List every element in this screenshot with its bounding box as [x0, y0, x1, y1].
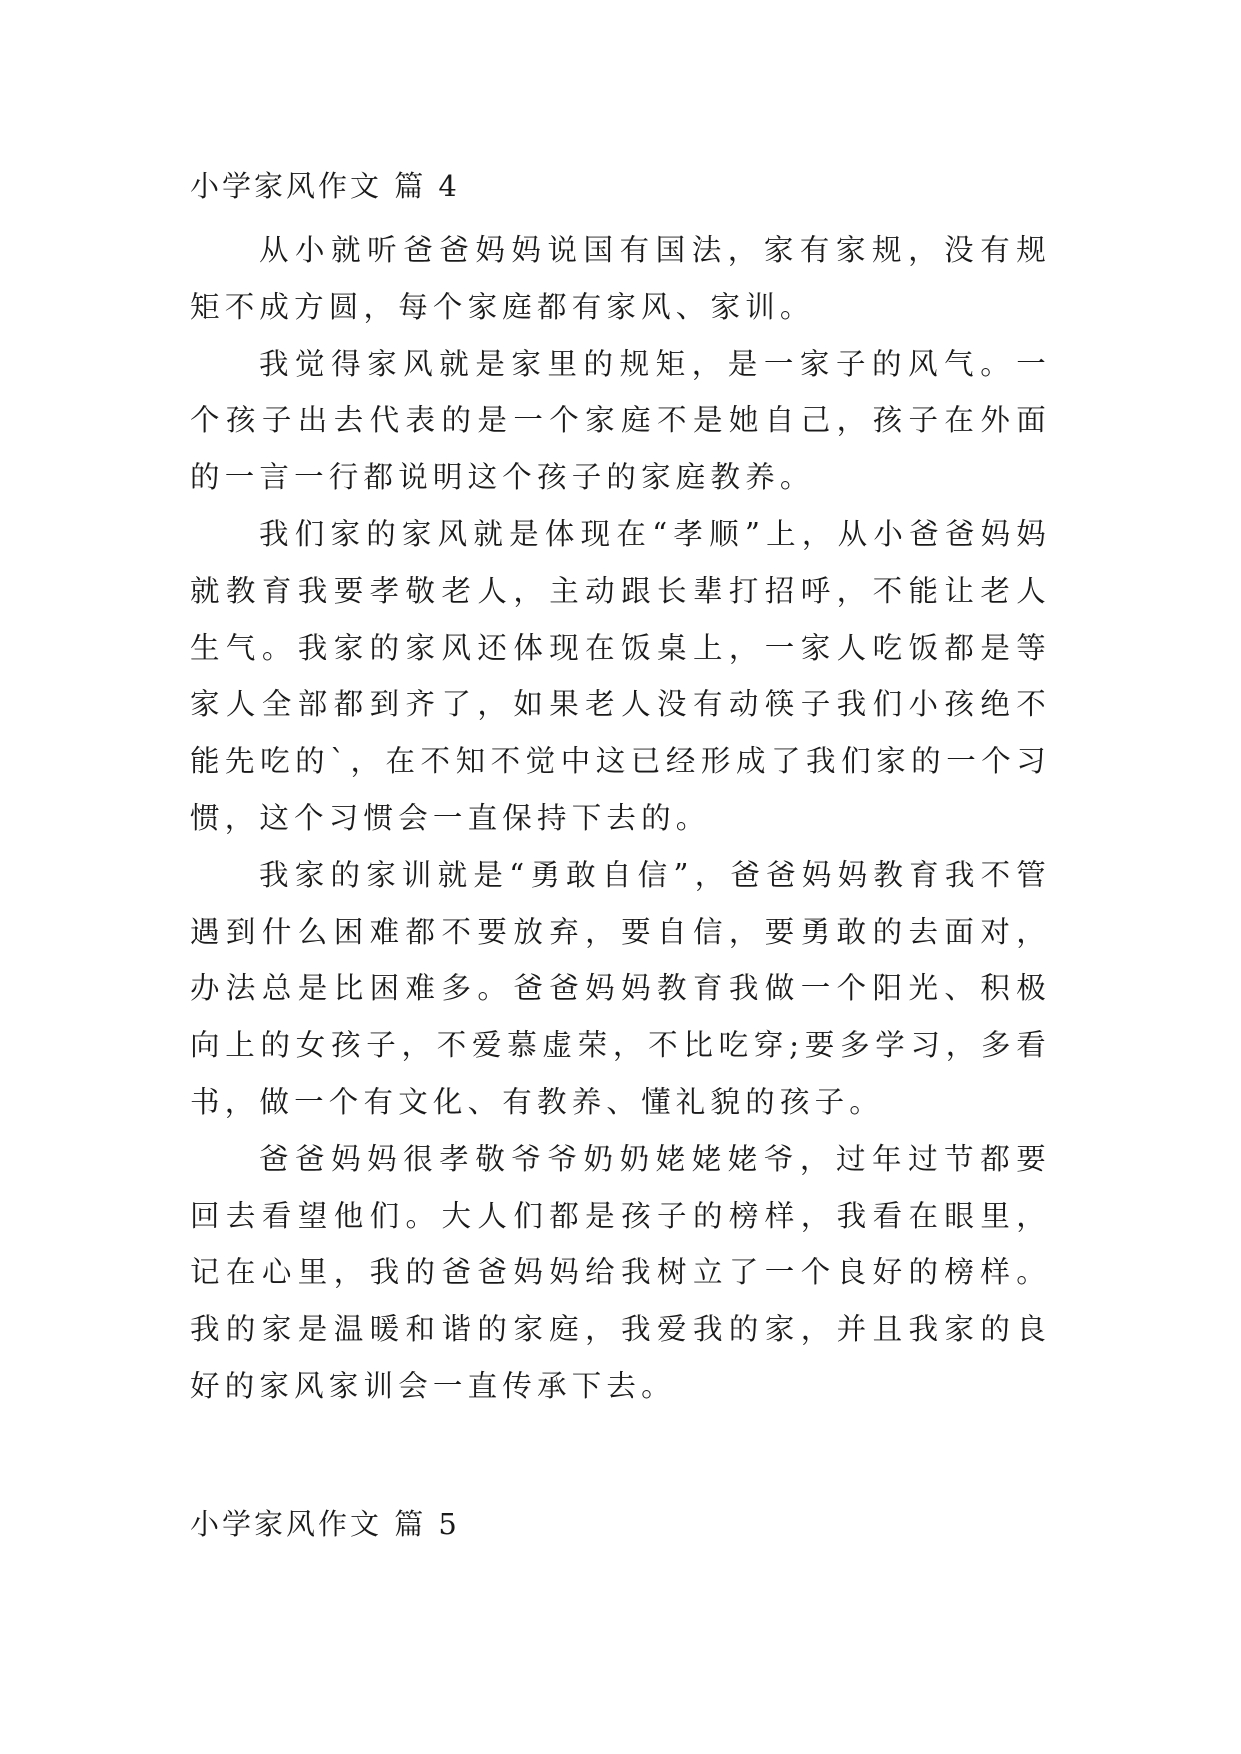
paragraph: 我家的家训就是“勇敢自信”，爸爸妈妈教育我不管遇到什么困难都不要放弃，要自信，要勇敢的去面对，办法总是比困难多。爸爸妈妈教育我做一个阳光、积极向上的女孩子，不爱慕虚荣，不比吃穿;要多学习，多看书，做一个有文化、有教养、懂礼貌的孩子。	[190, 857, 1051, 1119]
paragraph: 从小就听爸爸妈妈说国有国法，家有家规，没有规矩不成方圆，每个家庭都有家风、家训。	[190, 233, 1051, 324]
section-heading: 小学家风作文 篇 5	[190, 1507, 460, 1541]
essay-body	[190, 222, 1051, 1415]
paragraph: 我们家的家风就是体现在“孝顺”上，从小爸爸妈妈就教育我要孝敬老人，主动跟长辈打招呼，不能让老人生气。我家的家风还体现在饭桌上，一家人吃饭都是等家人全部都到齐了，如果老人没有动筷子我们小孩绝不能先吃的`，在不知不觉中这已经形成了我们家的一个习惯，这个习惯会一直保持下去的。	[190, 516, 1051, 835]
paragraph: 爸爸妈妈很孝敬爷爷奶奶姥姥姥爷，过年过节都要回去看望他们。大人们都是孩子的榜样，我看在眼里，记在心里，我的爸爸妈妈给我树立了一个良好的榜样。我的家是温暖和谐的家庭，我爱我的家，并且我家的良好的家风家训会一直传承下去。	[190, 1141, 1051, 1403]
paragraph: 我觉得家风就是家里的规矩，是一家子的风气。一个孩子出去代表的是一个家庭不是她自己，孩子在外面的一言一行都说明这个孩子的家庭教养。	[190, 346, 1051, 495]
section-heading: 小学家风作文 篇 4	[190, 169, 460, 203]
